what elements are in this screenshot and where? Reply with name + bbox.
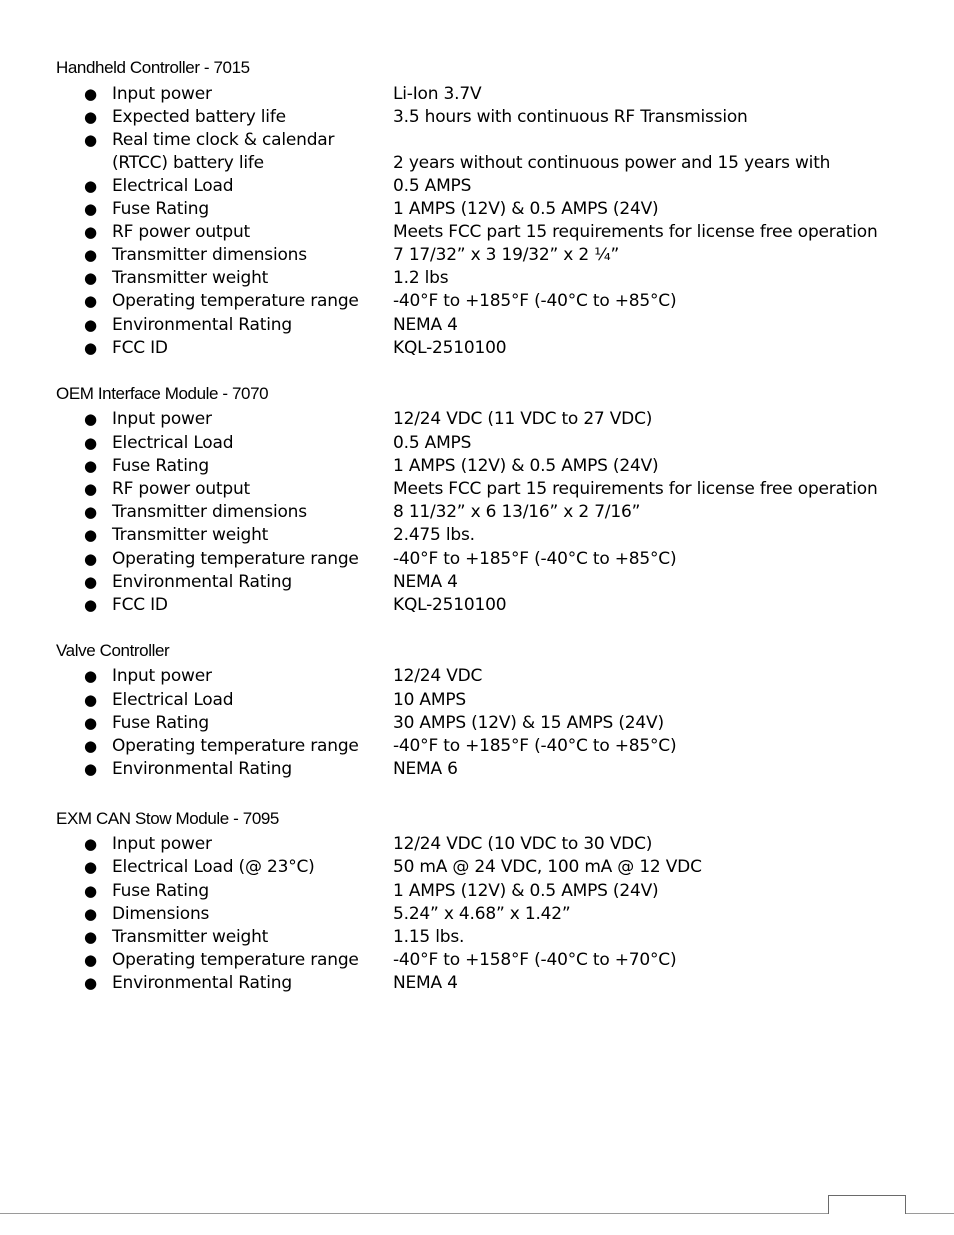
- spec-value: Li-Ion 3.7V: [393, 84, 482, 104]
- bullet-icon: ●: [84, 457, 97, 475]
- spec-label: Fuse Rating: [112, 881, 209, 901]
- spec-row-transmitter-weight: [0, 926, 954, 949]
- spec-label: RF power output: [112, 479, 251, 499]
- spec-row-battery-life: [0, 106, 954, 129]
- spec-row-input-power: [0, 833, 954, 856]
- spec-value: Meets FCC part 15 requirements for license free operation: [393, 479, 878, 499]
- spec-row-rf-power-output: [0, 221, 954, 244]
- spec-row-environmental-rating: [0, 758, 954, 781]
- spec-label: Transmitter dimensions: [112, 502, 307, 522]
- bullet-icon: ●: [84, 108, 97, 126]
- spec-row-operating-temperature: [0, 548, 954, 571]
- spec-label: Operating temperature range: [112, 549, 359, 569]
- spec-value: 1 AMPS (12V) & 0.5 AMPS (24V): [393, 881, 659, 901]
- section-heading: EXM CAN Stow Module - 7095: [56, 809, 279, 828]
- spec-value: Meets FCC part 15 requirements for license free operation: [393, 222, 878, 242]
- bullet-icon: ●: [84, 737, 97, 755]
- bullet-icon: ●: [84, 503, 97, 521]
- spec-value: 0.5 AMPS: [393, 176, 472, 196]
- spec-row-electrical-load: [0, 432, 954, 455]
- spec-label: Electrical Load: [112, 433, 234, 453]
- spec-row-transmitter-weight: [0, 524, 954, 547]
- bullet-icon: ●: [84, 974, 97, 992]
- spec-label: Input power: [112, 666, 212, 686]
- spec-value: 2.475 lbs.: [393, 525, 475, 545]
- spec-label: Transmitter dimensions: [112, 245, 307, 265]
- spec-label: Dimensions: [112, 904, 210, 924]
- spec-label: Transmitter weight: [112, 268, 269, 288]
- spec-value: 30 AMPS (12V) & 15 AMPS (24V): [393, 713, 664, 733]
- spec-row-transmitter-weight: [0, 267, 954, 290]
- spec-label: Environmental Rating: [112, 572, 292, 592]
- spec-label: FCC ID: [112, 595, 168, 615]
- bullet-icon: ●: [84, 691, 97, 709]
- bullet-icon: ●: [84, 269, 97, 287]
- spec-value: 3.5 hours with continuous RF Transmission: [393, 107, 748, 127]
- bullet-icon: ●: [84, 526, 97, 544]
- spec-value: NEMA 4: [393, 315, 458, 335]
- spec-row-electrical-load: [0, 175, 954, 198]
- section-heading: Valve Controller: [56, 641, 170, 660]
- spec-row-environmental-rating: [0, 571, 954, 594]
- bullet-icon: ●: [84, 480, 97, 498]
- spec-label: Fuse Rating: [112, 456, 209, 476]
- spec-row-fcc-id: [0, 337, 954, 360]
- spec-row-input-power: [0, 665, 954, 688]
- spec-row-environmental-rating: [0, 972, 954, 995]
- spec-value: NEMA 4: [393, 572, 458, 592]
- bullet-icon: ●: [84, 85, 97, 103]
- bullet-icon: ●: [84, 858, 97, 876]
- spec-label: Environmental Rating: [112, 315, 292, 335]
- spec-value: 1.15 lbs.: [393, 927, 465, 947]
- spec-value: -40°F to +185°F (-40°C to +85°C): [393, 291, 677, 311]
- bullet-icon: ●: [84, 223, 97, 241]
- bullet-icon: ●: [84, 434, 97, 452]
- spec-value: NEMA 6: [393, 759, 458, 779]
- spec-row-rf-power-output: [0, 478, 954, 501]
- footer-rule: [0, 1213, 954, 1214]
- spec-row-fuse-rating: [0, 198, 954, 221]
- bullet-icon: ●: [84, 760, 97, 778]
- spec-row-environmental-rating: [0, 314, 954, 337]
- bullet-icon: ●: [84, 177, 97, 195]
- spec-label: Input power: [112, 834, 212, 854]
- spec-label: Transmitter weight: [112, 927, 269, 947]
- spec-value: 1 AMPS (12V) & 0.5 AMPS (24V): [393, 456, 659, 476]
- spec-label: Electrical Load: [112, 690, 234, 710]
- bullet-icon: ●: [84, 573, 97, 591]
- section-heading: OEM Interface Module - 7070: [56, 384, 269, 403]
- bullet-icon: ●: [84, 835, 97, 853]
- spec-value: 1 AMPS (12V) & 0.5 AMPS (24V): [393, 199, 659, 219]
- spec-row-fuse-rating: [0, 712, 954, 735]
- spec-value: NEMA 4: [393, 973, 458, 993]
- spec-row-electrical-load: [0, 689, 954, 712]
- spec-row-operating-temperature: [0, 735, 954, 758]
- bullet-icon: ●: [84, 714, 97, 732]
- page-number-tab: [828, 1195, 906, 1214]
- spec-row-transmitter-dimensions: [0, 244, 954, 267]
- spec-label: Input power: [112, 409, 212, 429]
- bullet-icon: ●: [84, 316, 97, 334]
- spec-row-dimensions: [0, 903, 954, 926]
- spec-label: Input power: [112, 84, 212, 104]
- spec-label: Environmental Rating: [112, 759, 292, 779]
- spec-row-electrical-load: [0, 856, 954, 879]
- bullet-icon: ●: [84, 882, 97, 900]
- spec-value: 5.24” x 4.68” x 1.42”: [393, 904, 571, 924]
- spec-value: KQL-2510100: [393, 338, 507, 358]
- spec-row-operating-temperature: [0, 290, 954, 313]
- spec-label: Environmental Rating: [112, 973, 292, 993]
- spec-value: 10 AMPS: [393, 690, 466, 710]
- spec-row-transmitter-dimensions: [0, 501, 954, 524]
- bullet-icon: ●: [84, 292, 97, 310]
- spec-label: Transmitter weight: [112, 525, 269, 545]
- spec-value: 12/24 VDC (10 VDC to 30 VDC): [393, 834, 653, 854]
- section-heading: Handheld Controller - 7015: [56, 58, 250, 77]
- bullet-icon: ●: [84, 596, 97, 614]
- spec-value: 8 11/32” x 6 13/16” x 2 7/16”: [393, 502, 641, 522]
- bullet-icon: ●: [84, 410, 97, 428]
- bullet-icon: ●: [84, 667, 97, 685]
- spec-value: 1.2 lbs: [393, 268, 449, 288]
- spec-label: Electrical Load: [112, 176, 234, 196]
- spec-label: Operating temperature range: [112, 950, 359, 970]
- spec-label: Real time clock & calendar (RTCC) battery life: [112, 130, 335, 173]
- bullet-icon: ●: [84, 550, 97, 568]
- spec-value: -40°F to +158°F (-40°C to +70°C): [393, 950, 677, 970]
- spec-row-input-power: [0, 408, 954, 431]
- spec-label: Fuse Rating: [112, 199, 209, 219]
- spec-value: -40°F to +185°F (-40°C to +85°C): [393, 549, 677, 569]
- bullet-icon: ●: [84, 200, 97, 218]
- spec-value: 2 years without continuous power and 15 years with: [393, 153, 831, 173]
- bullet-icon: ●: [84, 928, 97, 946]
- spec-value: 50 mA @ 24 VDC, 100 mA @ 12 VDC: [393, 857, 702, 877]
- bullet-icon: ●: [84, 339, 97, 357]
- spec-label: RF power output: [112, 222, 251, 242]
- bullet-icon: ●: [84, 905, 97, 923]
- bullet-icon: ●: [84, 951, 97, 969]
- spec-label: Operating temperature range: [112, 736, 359, 756]
- spec-row-operating-temperature: [0, 949, 954, 972]
- spec-row-fuse-rating: [0, 880, 954, 903]
- spec-label: Fuse Rating: [112, 713, 209, 733]
- spec-value: 12/24 VDC: [393, 666, 483, 686]
- spec-value: KQL-2510100: [393, 595, 507, 615]
- spec-row-rtcc-battery-life: [0, 129, 954, 175]
- spec-value: 12/24 VDC (11 VDC to 27 VDC): [393, 409, 653, 429]
- spec-value: -40°F to +185°F (-40°C to +85°C): [393, 736, 677, 756]
- spec-label: FCC ID: [112, 338, 168, 358]
- spec-label: Electrical Load (@ 23°C): [112, 857, 315, 877]
- spec-label: Operating temperature range: [112, 291, 359, 311]
- bullet-icon: ●: [84, 246, 97, 264]
- spec-row-input-power: [0, 83, 954, 106]
- spec-value: 0.5 AMPS: [393, 433, 472, 453]
- spec-row-fuse-rating: [0, 455, 954, 478]
- spec-row-fcc-id: [0, 594, 954, 617]
- spec-value: 7 17/32” x 3 19/32” x 2 ¼”: [393, 245, 620, 265]
- bullet-icon: ●: [84, 131, 97, 149]
- spec-label: Expected battery life: [112, 107, 286, 127]
